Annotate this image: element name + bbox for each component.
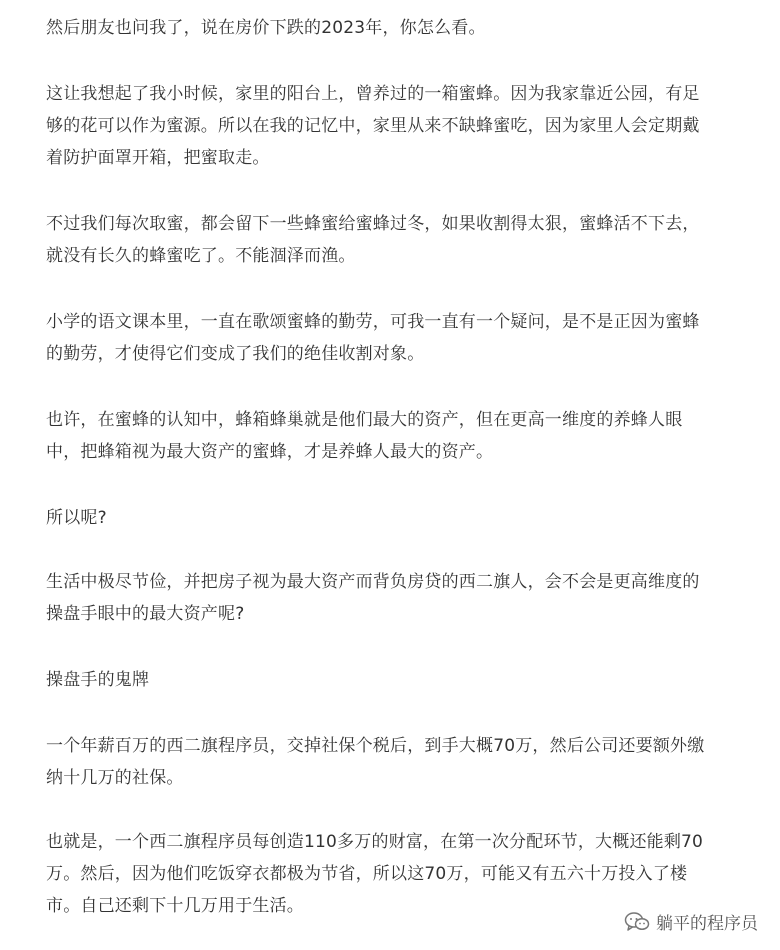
paragraph-line: 的勤劳，才使得它们变成了我们的绝佳收割对象。	[46, 344, 425, 364]
paragraph-line: 这让我想起了我小时候，家里的阳台上，曾养过的一箱蜜蜂。因为我家靠近公园，有足	[46, 84, 700, 104]
paragraph-line: 纳十几万的社保。	[46, 768, 184, 788]
paragraph-line: 也就是，一个西二旗程序员每创造110多万的财富，在第一次分配环节，大概还能剩70	[46, 832, 704, 852]
paragraph-7	[46, 566, 762, 630]
paragraph-line: 着防护面罩开箱，把蜜取走。	[46, 148, 270, 168]
paragraph-line: 小学的语文课本里，一直在歌颂蜜蜂的勤劳，可我一直有一个疑问，是不是正因为蜜蜂	[46, 312, 700, 332]
section-heading	[46, 664, 762, 696]
paragraph-1	[46, 12, 762, 44]
paragraph-6	[46, 502, 762, 534]
paragraph-line: 操盘手眼中的最大资产呢?	[46, 604, 245, 624]
watermark-text: 躺平的程序员	[656, 914, 758, 934]
source-watermark	[620, 907, 762, 936]
paragraph-line: 操盘手的鬼牌	[46, 670, 150, 690]
paragraph-line: 不过我们每次取蜜，都会留下一些蜂蜜给蜜蜂过冬，如果收割得太狠，蜜蜂活不下去，	[46, 214, 700, 234]
paragraph-line: 中，把蜂箱视为最大资产的蜜蜂，才是养蜂人最大的资产。	[46, 442, 494, 462]
paragraph-2	[46, 78, 762, 174]
wechat-icon	[624, 911, 650, 933]
paragraph-line: 够的花可以作为蜜源。所以在我的记忆中，家里从来不缺蜂蜜吃，因为家里人会定期戴	[46, 116, 700, 136]
paragraph-line: 然后朋友也问我了，说在房价下跌的2023年，你怎么看。	[46, 18, 486, 38]
paragraph-5	[46, 404, 762, 468]
paragraph-3	[46, 208, 762, 272]
paragraph-8	[46, 730, 762, 794]
paragraph-line: 生活中极尽节俭，并把房子视为最大资产而背负房贷的西二旗人，会不会是更高维度的	[46, 572, 700, 592]
paragraph-line: 就没有长久的蜂蜜吃了。不能涸泽而渔。	[46, 246, 356, 266]
paragraph-line: 也许，在蜜蜂的认知中，蜂箱蜂巢就是他们最大的资产，但在更高一维度的养蜂人眼	[46, 410, 683, 430]
paragraph-line: 市。自己还剩下十几万用于生活。	[46, 896, 304, 916]
paragraph-line: 万。然后，因为他们吃饭穿衣都极为节省，所以这70万，可能又有五六十万投入了楼	[46, 864, 688, 884]
paragraph-line: 一个年薪百万的西二旗程序员，交掉社保个税后，到手大概70万，然后公司还要额外缴	[46, 736, 705, 756]
paragraph-line: 所以呢?	[46, 508, 107, 528]
paragraph-4	[46, 306, 762, 370]
